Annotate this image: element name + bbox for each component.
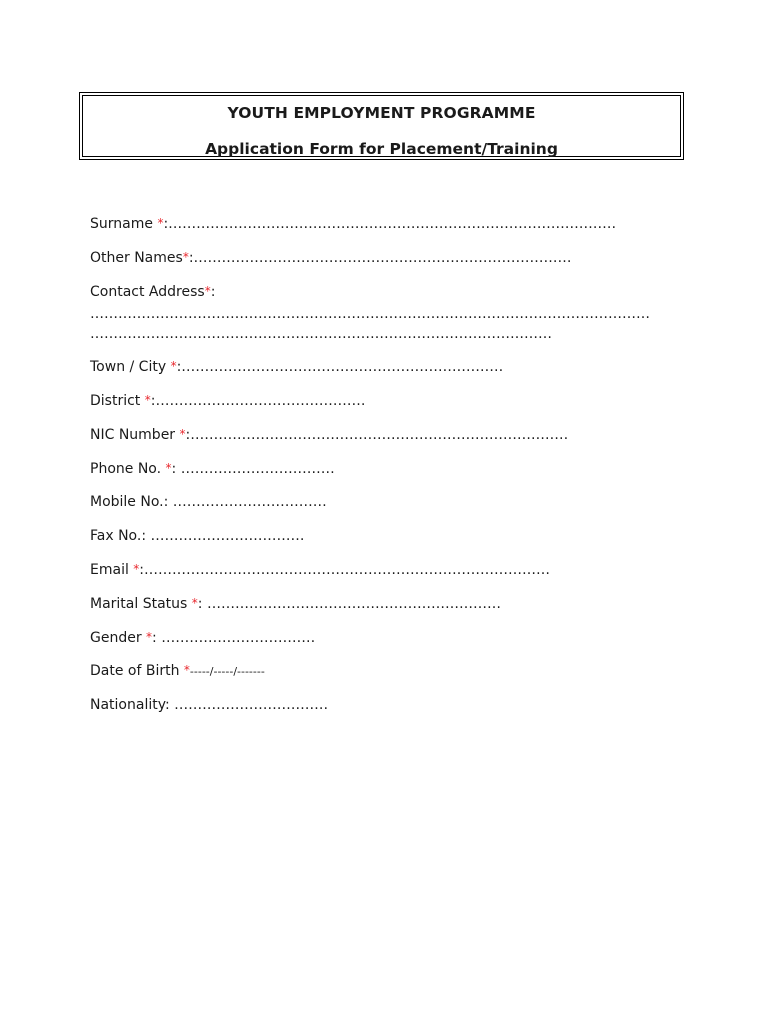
separator: :	[210, 284, 216, 300]
date-of-birth-field[interactable]	[90, 662, 265, 681]
phone-no-label: Phone No.	[90, 461, 166, 477]
surname-field[interactable]	[90, 215, 616, 233]
required-marker: *	[179, 427, 186, 441]
email-field[interactable]	[90, 561, 550, 579]
required-marker: *	[182, 250, 189, 264]
required-marker: *	[165, 461, 172, 475]
surname-label: Surname	[90, 216, 158, 232]
nic-number-label: NIC Number	[90, 427, 180, 443]
required-marker: *	[133, 562, 140, 576]
separator: :	[171, 461, 181, 477]
contact-address-field[interactable]	[90, 283, 215, 301]
separator: :	[185, 427, 191, 443]
marital-status-blank[interactable]: ………………………………………………………	[206, 596, 501, 612]
separator: :	[150, 393, 156, 409]
marital-status-field[interactable]	[90, 595, 501, 613]
fax-no-label: Fax No.:	[90, 528, 151, 544]
contact-address-blank-2[interactable]: ………………………………………………………………………………………	[90, 326, 552, 342]
district-field[interactable]	[90, 392, 365, 410]
date-of-birth-blank[interactable]: -----/-----/-------	[189, 665, 265, 678]
programme-title: YOUTH EMPLOYMENT PROGRAMME	[227, 104, 536, 122]
gender-field[interactable]	[90, 629, 315, 647]
mobile-no-field[interactable]	[90, 493, 327, 511]
required-marker: *	[170, 359, 177, 373]
contact-address-label: Contact Address	[90, 284, 205, 300]
other-names-label: Other Names	[90, 250, 183, 266]
fax-no-field[interactable]	[90, 527, 305, 545]
separator: :	[152, 630, 162, 646]
fax-no-blank[interactable]: ……………………………	[150, 528, 305, 544]
separator: :	[197, 596, 207, 612]
district-blank[interactable]: ………………………………………	[155, 393, 366, 409]
phone-no-field[interactable]	[90, 460, 335, 478]
required-marker: *	[191, 596, 198, 610]
marital-status-label: Marital Status	[90, 596, 192, 612]
required-marker: *	[183, 663, 190, 677]
required-marker: *	[157, 216, 164, 230]
mobile-no-blank[interactable]: ……………………………	[172, 494, 327, 510]
required-marker: *	[204, 284, 211, 298]
other-names-field[interactable]	[90, 249, 572, 267]
email-label: Email	[90, 562, 134, 578]
gender-blank[interactable]: ……………………………	[161, 630, 316, 646]
form-subtitle: Application Form for Placement/Training	[205, 140, 558, 158]
nic-number-blank[interactable]: ………………………………………………………………………	[190, 427, 569, 443]
other-names-blank[interactable]: ………………………………………………………………………	[193, 250, 572, 266]
separator: :	[139, 562, 145, 578]
surname-blank[interactable]: ……………………………………………………………………………………	[168, 216, 617, 232]
nationality-field[interactable]	[90, 696, 328, 714]
date-of-birth-label: Date of Birth	[90, 663, 184, 679]
district-label: District	[90, 393, 145, 409]
required-marker: *	[144, 393, 151, 407]
town-city-label: Town / City	[90, 359, 171, 375]
nic-number-field[interactable]	[90, 426, 568, 444]
separator: :	[176, 359, 182, 375]
contact-address-blank-1[interactable]: …………………………………………………………………………………………………………	[90, 306, 650, 322]
mobile-no-label: Mobile No.:	[90, 494, 173, 510]
nationality-blank[interactable]: ……………………………	[174, 697, 329, 713]
phone-no-blank[interactable]: ……………………………	[180, 461, 335, 477]
required-marker: *	[146, 630, 153, 644]
form-header-box	[79, 92, 684, 160]
separator: :	[163, 216, 169, 232]
contact-address-line-1[interactable]	[90, 305, 650, 323]
separator: :	[188, 250, 194, 266]
nationality-label: Nationality:	[90, 697, 175, 713]
town-city-blank[interactable]: ……………………………………………………………	[181, 359, 504, 375]
gender-label: Gender	[90, 630, 147, 646]
email-blank[interactable]: ……………………………………………………………………………	[144, 562, 551, 578]
town-city-field[interactable]	[90, 358, 503, 376]
contact-address-line-2[interactable]	[90, 325, 552, 343]
